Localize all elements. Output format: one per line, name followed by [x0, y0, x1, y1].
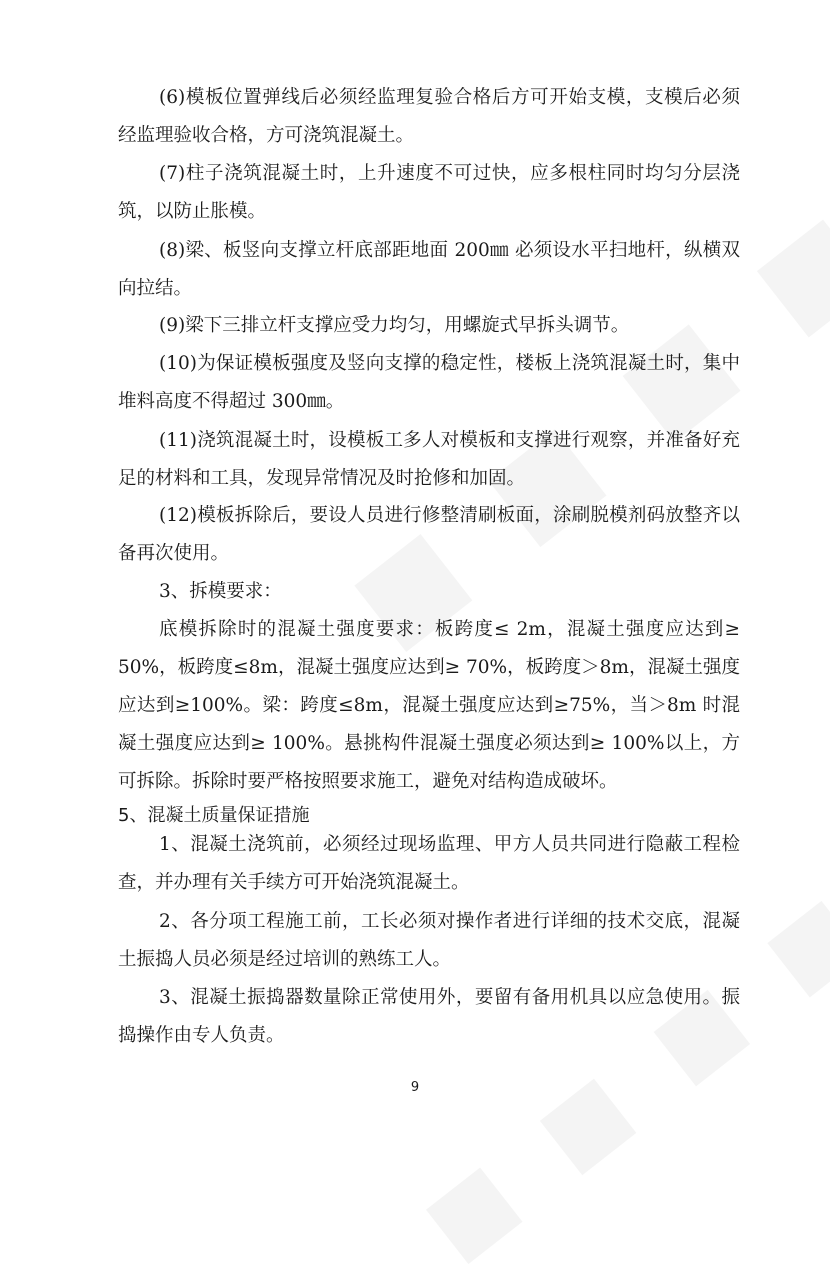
- paragraph-item-6: (6)模板位置弹线后必须经监理复验合格后方可开始支模，支模后必须经监理验收合格，方可浇筑混凝土。: [118, 87, 740, 146]
- subsection-title: 3、拆模要求：: [159, 581, 282, 602]
- paragraph-item-10: (10)为保证模板强度及竖向支撑的稳定性，楼板上浇筑混凝土时，集中堆料高度不得超过 300㎜。: [118, 353, 740, 412]
- paragraph-item-11: (11)浇筑混凝土时，设模板工多人对模板和支撑进行观察，并准备好充足的材料和工具，发现异常情况及时抢修和加固。: [118, 430, 740, 489]
- paragraph-item-7: (7)柱子浇筑混凝土时，上升速度不可过快，应多根柱同时均匀分层浇筑，以防止胀模。: [118, 163, 740, 222]
- quality-measure-1: 1、混凝土浇筑前，必须经过现场监理、甲方人员共同进行隐蔽工程检查，并办理有关手续方可开始浇筑混凝土。: [118, 834, 740, 893]
- formwork-removal-paragraph: 底模拆除时的混凝土强度要求：板跨度≤ 2m，混凝土强度应达到≥ 50%，板跨度≤8m，混凝土强度应达到≥ 70%，板跨度＞8m，混凝土强度应达到≥100%。梁：跨度≤8m，混凝土强度应达到≥75%，当＞8m 时混凝土强度应达到≥ 100%。悬挑构件混凝土强度必须达到≥ 100%以上，方可拆除。拆除时要严格按照要求施工，避免对结构造成破坏。: [118, 619, 740, 792]
- paragraph-item-8: (8)梁、板竖向支撑立杆底部距地面 200㎜ 必须设水平扫地杆，纵横双向拉结。: [118, 240, 740, 299]
- paragraph-item-9: (9)梁下三排立杆支撑应受力均匀，用螺旋式早拆头调节。: [159, 315, 630, 336]
- quality-measure-2: 2、各分项工程施工前，工长必须对操作者进行详细的技术交底，混凝土振捣人员必须是经过培训的熟练工人。: [118, 911, 740, 970]
- page-number: 9: [410, 1080, 420, 1095]
- paragraph-item-12: (12)模板拆除后，要设人员进行修整清刷板面，涂刷脱模剂码放整齐以备再次使用。: [118, 505, 740, 564]
- section-heading: 5、混凝土质量保证措施: [118, 805, 310, 826]
- quality-measure-3: 3、混凝土振捣器数量除正常使用外，要留有备用机具以应急使用。振捣操作由专人负责。: [118, 987, 740, 1046]
